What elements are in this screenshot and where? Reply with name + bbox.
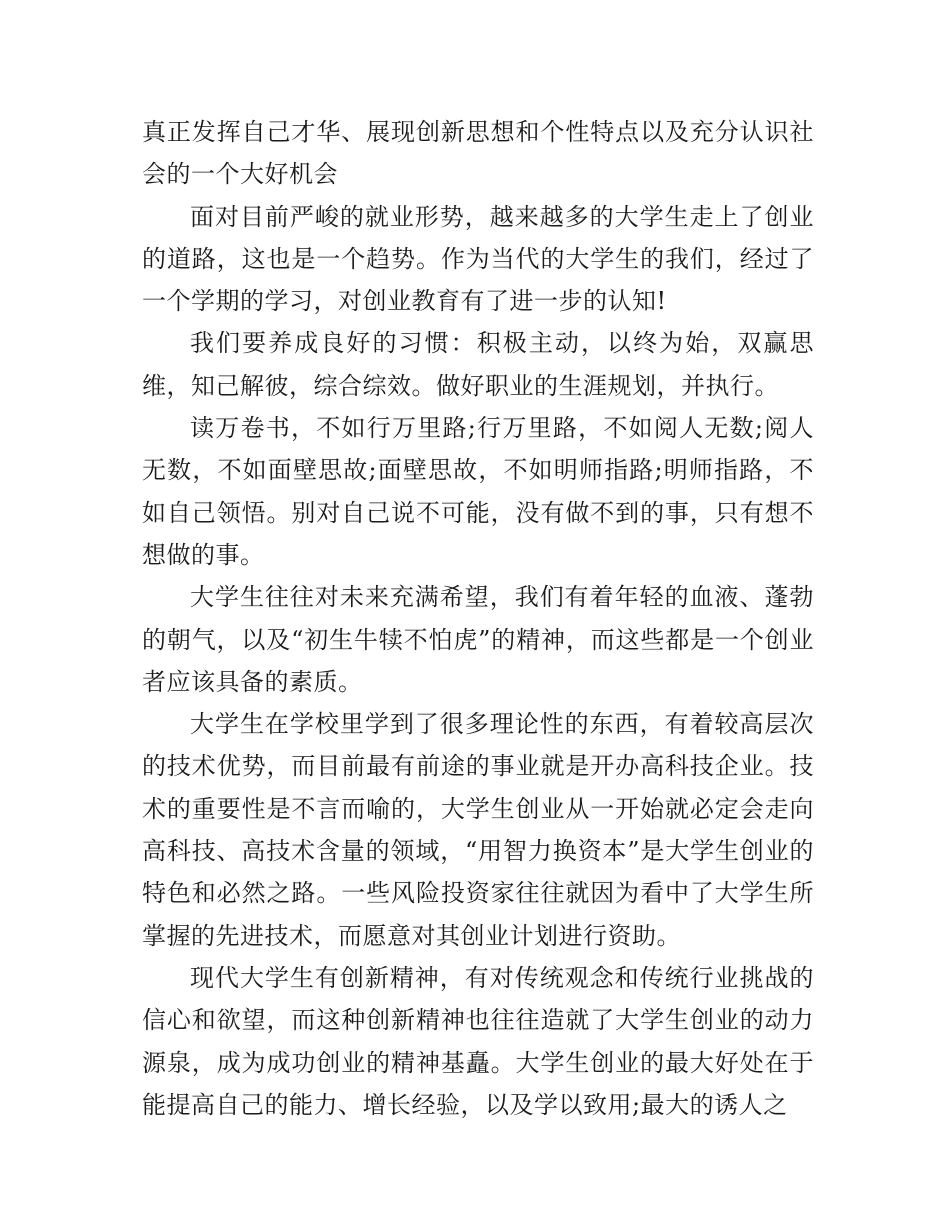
paragraph-6: 大学生在学校里学到了很多理论性的东西，有着较高层次的技术优势，而目前最有前途的事业就是开办高科技企业。技术的重要性是不言而喻的，大学生创业从一开始就必定会走向高科技、高技术含量的领域，“用智力换资本”是大学生创业的特色和必然之路。一些风险投资家往往就因为看中了大学生所掌握的先进技术，而愿意对其创业计划进行资助。: [142, 710, 814, 950]
paragraph-1: 真正发挥自己才华、展现创新思想和个性特点以及充分认识社会的一个大好机会: [142, 118, 814, 189]
paragraph-3: 我们要养成良好的习惯：积极主动，以终为始，双赢思维，知己解彼，综合综效。做好职业的生涯规划，并执行。: [142, 329, 814, 400]
paragraph-2: 面对目前严峻的就业形势，越来越多的大学生走上了创业的道路，这也是一个趋势。作为当代的大学生的我们，经过了一个学期的学习，对创业教育有了进一步的认知!: [142, 202, 814, 316]
document-body: [142, 111, 814, 1126]
paragraph-5: 大学生往往对未来充满希望，我们有着年轻的血液、蓬勃的朝气，以及“初生牛犊不怕虎”的精神，而这些都是一个创业者应该具备的素质。: [142, 583, 814, 696]
paragraph-7: 现代大学生有创新精神，有对传统观念和传统行业挑战的信心和欲望，而这种创新精神也往往造就了大学生创业的动力源泉，成为成功创业的精神基矗。大学生创业的最大好处在于能提高自己的能力、增长经验，以及学以致用;最大的诱人之: [142, 963, 814, 1119]
paragraph-4: 读万卷书，不如行万里路;行万里路，不如阅人无数;阅人无数，不如面壁思故;面壁思故，不如明师指路;明师指路，不如自己领悟。别对自己说不可能，没有做不到的事，只有想不想做的事。: [142, 414, 814, 569]
